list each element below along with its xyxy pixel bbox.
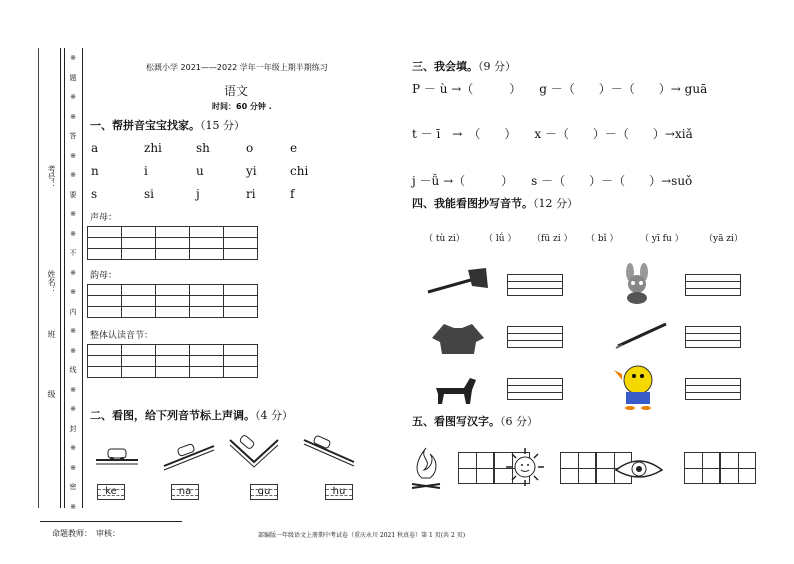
pinyin-item: n bbox=[91, 164, 99, 178]
syllable-label: （ tù zi） bbox=[424, 234, 465, 244]
section3-points: （9 分） bbox=[478, 60, 516, 73]
binding-char: ※ bbox=[70, 210, 76, 218]
label-yunmu: 韵母： bbox=[90, 271, 118, 281]
pinyin-item: yi bbox=[246, 164, 257, 178]
school-title: 松溉小学 2021——2022 学年一年级上期半期练习 bbox=[146, 63, 328, 72]
axe-icon bbox=[424, 266, 494, 298]
footer-info: 部编版一年级语文上册期中考试卷（重庆永川 2021 秋真卷）第 1 页(共 2 页) bbox=[258, 532, 466, 539]
copy-lines-4[interactable] bbox=[685, 326, 741, 348]
section4-title-text: 四、我能看图抄写音节。 bbox=[412, 197, 533, 210]
binding-char: ※ bbox=[70, 288, 76, 296]
fill-row-1[interactable]: P － ù →（ ） g －（ ）－（ ）→ guā bbox=[412, 82, 708, 96]
yunmu-writing-grid[interactable] bbox=[87, 284, 258, 318]
section5-title bbox=[412, 413, 538, 429]
pinyin-item: s bbox=[91, 187, 98, 201]
label-xingming: 姓名： bbox=[47, 270, 56, 294]
pinyin-item: u bbox=[196, 164, 204, 178]
section1-points: （15 分） bbox=[200, 119, 245, 132]
syllable-label: （yā zi） bbox=[704, 234, 743, 244]
car-road-pictures bbox=[90, 432, 370, 472]
binding-char: 不 bbox=[69, 249, 77, 257]
label-ji: 级 bbox=[47, 390, 56, 398]
fill-row-2[interactable]: t － ī → （ ） x －（ ）－（ ）→xiǎ bbox=[412, 127, 693, 141]
syllable-label: （fū zi ） bbox=[532, 234, 573, 244]
syllable-label: （ lǘ ） bbox=[484, 234, 517, 244]
writing-box-3b[interactable] bbox=[720, 452, 756, 484]
binding-char: 封 bbox=[69, 424, 77, 433]
copy-lines-2[interactable] bbox=[685, 274, 741, 296]
exam-time: 时间：60 分钟 . bbox=[212, 102, 272, 111]
pinyin-item: zhi bbox=[144, 141, 162, 155]
binding-char: ※ bbox=[70, 54, 76, 62]
binding-char: ※ bbox=[70, 171, 76, 179]
syllable-label: （ yī fu ） bbox=[640, 234, 684, 244]
section5-points: （6 分） bbox=[500, 415, 538, 428]
syllable-box-4[interactable]: hu bbox=[325, 484, 353, 500]
section4-points: （12 分） bbox=[533, 197, 578, 210]
clothes-icon bbox=[430, 320, 486, 356]
pinyin-item: o bbox=[246, 141, 254, 155]
fill-row-3[interactable]: j －ǚ →（ ） s －（ ）－（ ）→suǒ bbox=[412, 174, 693, 188]
pinyin-item: e bbox=[290, 141, 298, 155]
copy-lines-1[interactable] bbox=[507, 274, 563, 296]
copy-lines-3[interactable] bbox=[507, 326, 563, 348]
section2-title bbox=[90, 407, 293, 423]
binding-fill-line bbox=[38, 48, 39, 508]
label-zhengti: 整体认读音节： bbox=[90, 331, 154, 341]
binding-char: ※ bbox=[70, 268, 76, 277]
section4-title bbox=[412, 195, 578, 211]
fire-icon bbox=[408, 444, 444, 492]
binding-line-right bbox=[82, 48, 83, 508]
binding-char: ※ bbox=[70, 444, 76, 452]
binding-char: ※ bbox=[70, 405, 76, 413]
section5-title-text: 五、看图写汉字。 bbox=[412, 415, 500, 428]
binding-line-left bbox=[60, 48, 61, 508]
subject-title: 语文 bbox=[224, 84, 249, 98]
section2-points: （4 分） bbox=[255, 409, 293, 422]
binding-char: 题 bbox=[69, 73, 77, 82]
section3-title bbox=[412, 58, 516, 74]
footer-rule bbox=[40, 521, 182, 522]
rabbit-icon bbox=[618, 262, 658, 306]
car-uphill-road-icon bbox=[164, 444, 214, 470]
binding-char: ※ bbox=[70, 112, 76, 121]
pinyin-item: ri bbox=[246, 187, 256, 201]
binding-char: ※ bbox=[70, 151, 76, 160]
pinyin-item: chi bbox=[290, 164, 309, 178]
binding-char: 要 bbox=[69, 190, 77, 199]
label-kaohao: 考号： bbox=[47, 165, 56, 189]
section1-title bbox=[90, 117, 245, 133]
pinyin-item: sh bbox=[196, 141, 210, 155]
binding-char: ※ bbox=[70, 502, 76, 511]
writing-box-1a[interactable] bbox=[458, 452, 494, 484]
pinyin-item: a bbox=[91, 141, 99, 155]
duck-icon bbox=[612, 362, 664, 412]
label-shengmu: 声母： bbox=[90, 213, 118, 223]
binding-char: ※ bbox=[70, 463, 76, 472]
syllable-box-1[interactable]: ke bbox=[97, 484, 125, 500]
pinyin-item: f bbox=[290, 187, 295, 201]
pinyin-item: i bbox=[144, 164, 148, 178]
writing-box-2a[interactable] bbox=[560, 452, 596, 484]
donkey-icon bbox=[430, 372, 480, 406]
binding-line-inner bbox=[64, 48, 65, 508]
binding-char: ※ bbox=[70, 385, 76, 394]
copy-lines-5[interactable] bbox=[507, 378, 563, 400]
sun-icon bbox=[504, 446, 546, 488]
pen-icon bbox=[614, 320, 670, 350]
section3-title-text: 三、我会填。 bbox=[412, 60, 478, 73]
zhengti-writing-grid[interactable] bbox=[87, 344, 258, 378]
writing-box-3a[interactable] bbox=[684, 452, 720, 484]
car-valley-road-icon bbox=[230, 434, 278, 467]
binding-char: 答 bbox=[69, 132, 77, 140]
footer-teacher: 命题教师： 审核： bbox=[52, 529, 120, 538]
car-downhill-road-icon bbox=[304, 435, 354, 466]
car-flat-road-icon bbox=[96, 449, 138, 464]
binding-char: 内 bbox=[69, 307, 77, 316]
binding-char: ※ bbox=[70, 229, 76, 238]
section2-title-text: 二、看图，给下列音节标上声调。 bbox=[90, 409, 255, 422]
binding-char: 线 bbox=[69, 366, 77, 374]
binding-char: ※ bbox=[70, 346, 76, 355]
eye-icon bbox=[614, 454, 664, 484]
syllable-box-3[interactable]: gu bbox=[250, 484, 278, 500]
syllable-label: （ bǐ ） bbox=[586, 234, 619, 244]
binding-char: 密 bbox=[69, 483, 77, 491]
copy-lines-6[interactable] bbox=[685, 378, 741, 400]
section1-title-text: 一、帮拼音宝宝找家。 bbox=[90, 119, 200, 132]
pinyin-item: si bbox=[144, 187, 154, 201]
syllable-box-2[interactable]: na bbox=[171, 484, 199, 500]
binding-char: ※ bbox=[70, 327, 76, 335]
label-ban: 班 bbox=[47, 330, 56, 338]
pinyin-item: j bbox=[196, 187, 200, 201]
shengmu-writing-grid[interactable] bbox=[87, 226, 258, 260]
binding-char: ※ bbox=[70, 93, 76, 101]
